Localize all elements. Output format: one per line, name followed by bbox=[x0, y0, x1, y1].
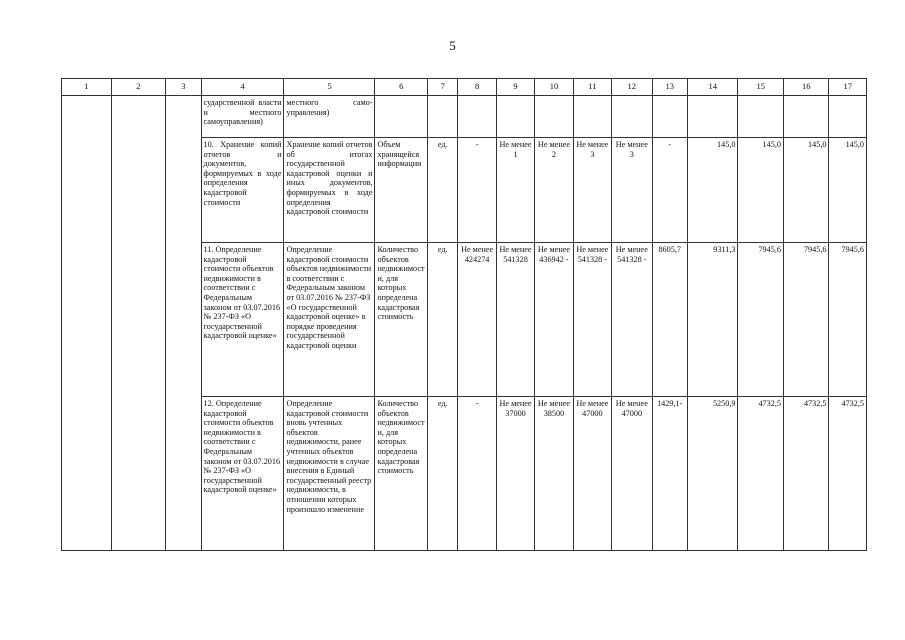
header-cell: 16 bbox=[783, 79, 829, 96]
cell-event: 10. Хранение копий отчетов и документов, формируемых в ходе определения кадастровой стоимости bbox=[201, 138, 284, 243]
cell-unit: ед. bbox=[428, 397, 458, 551]
table-row bbox=[62, 96, 867, 138]
cell-value: Не менее 38500 bbox=[535, 397, 573, 551]
cell-description: Определение кадастровой стоимости вновь учтенных объектов недвижимости, ранее учтенных объектов недвижимости в случае внесения в Единый государственный реестр недвижимости, в отношении которых произошло изменение bbox=[284, 397, 375, 551]
header-cell: 1 bbox=[62, 79, 112, 96]
header-cell: 2 bbox=[111, 79, 166, 96]
cell-value: - bbox=[458, 397, 496, 551]
cell-amount: 145,0 bbox=[783, 138, 829, 243]
header-cell: 4 bbox=[201, 79, 284, 96]
cell-value bbox=[573, 96, 611, 138]
cell-amount bbox=[652, 96, 687, 138]
cell-value: Не менее 541328 - bbox=[612, 243, 652, 397]
cell-col3 bbox=[166, 96, 201, 551]
cell-unit bbox=[428, 96, 458, 138]
data-table bbox=[61, 78, 867, 551]
cell-unit: ед. bbox=[428, 138, 458, 243]
header-cell: 5 bbox=[284, 79, 375, 96]
cell-amount: 9311,3 bbox=[687, 243, 738, 397]
cell-value: Не менее 3 bbox=[573, 138, 611, 243]
header-cell: 11 bbox=[573, 79, 611, 96]
cell-event: 11. Определение кадастровой стоимости объектов недвижимости в соответствии с Федеральным законом от 03.07.2016 № 237-ФЗ «О государственной кадастровой оценке» bbox=[201, 243, 284, 397]
cell-value bbox=[535, 96, 573, 138]
cell-col2 bbox=[111, 96, 166, 551]
cell-description: Хранение копий отчетов об итогах государственной кадастровой оценки и иных документов, формируемых в ходе определения кадастровой стоимости bbox=[284, 138, 375, 243]
cell-amount bbox=[783, 96, 829, 138]
header-cell: 12 bbox=[612, 79, 652, 96]
header-cell: 10 bbox=[535, 79, 573, 96]
cell-description: местного само-управления) bbox=[284, 96, 375, 138]
cell-value: Не менее 1 bbox=[496, 138, 534, 243]
cell-amount: 5250,9 bbox=[687, 397, 738, 551]
cell-value: Не менее 47000 bbox=[612, 397, 652, 551]
cell-value bbox=[458, 96, 496, 138]
cell-value: - bbox=[458, 138, 496, 243]
page-number: 5 bbox=[449, 38, 456, 53]
cell-event: 12. Определение кадастровой стоимости объектов недвижимости в соответствии с Федеральным законом от 03.07.2016 № 237-ФЗ «О государственной кадастровой оценке» bbox=[201, 397, 284, 551]
cell-indicator: Объем хранящейся информации bbox=[375, 138, 428, 243]
cell-amount bbox=[829, 96, 867, 138]
cell-value: Не менее 2 bbox=[535, 138, 573, 243]
cell-indicator: Количество объектов недвижимости, для которых определена кадастровая стоимость bbox=[375, 397, 428, 551]
header-cell: 9 bbox=[496, 79, 534, 96]
header-row bbox=[62, 79, 867, 96]
header-cell: 6 bbox=[375, 79, 428, 96]
cell-indicator: Количество объектов недвижимости, для которых определена кадастровая стоимость bbox=[375, 243, 428, 397]
cell-indicator bbox=[375, 96, 428, 138]
cell-amount: 7945,6 bbox=[829, 243, 867, 397]
cell-value: Не менее 436942 - bbox=[535, 243, 573, 397]
cell-value bbox=[612, 96, 652, 138]
cell-value: Не менее 424274 bbox=[458, 243, 496, 397]
cell-value bbox=[496, 96, 534, 138]
cell-amount bbox=[687, 96, 738, 138]
cell-col1 bbox=[62, 96, 112, 551]
cell-amount: 8605,7 bbox=[652, 243, 687, 397]
header-cell: 14 bbox=[687, 79, 738, 96]
header-cell: 15 bbox=[738, 79, 784, 96]
cell-amount: 145,0 bbox=[738, 138, 784, 243]
cell-amount: 7945,6 bbox=[783, 243, 829, 397]
header-cell: 3 bbox=[166, 79, 201, 96]
cell-amount: 4732,5 bbox=[829, 397, 867, 551]
cell-amount: 7945,6 bbox=[738, 243, 784, 397]
cell-amount: 145,0 bbox=[829, 138, 867, 243]
cell-value: Не менее 3 bbox=[612, 138, 652, 243]
cell-amount: - bbox=[652, 138, 687, 243]
cell-unit: ед. bbox=[428, 243, 458, 397]
cell-amount: 4732,5 bbox=[783, 397, 829, 551]
header-cell: 7 bbox=[428, 79, 458, 96]
cell-value: Не менее 47000 bbox=[573, 397, 611, 551]
cell-description: Определение кадастровой стоимости объектов недвижимости в соответствии с Федеральным законом от 03.07.2016 № 237-ФЗ «О государственной кадастровой оценке» в порядке проведения государственной кадастровой оценки bbox=[284, 243, 375, 397]
cell-event: сударственной власти и местного самоуправления) bbox=[201, 96, 284, 138]
cell-value: Не менее 37000 bbox=[496, 397, 534, 551]
cell-value: Не менее 541328 bbox=[496, 243, 534, 397]
cell-value: Не менее 541328 - bbox=[573, 243, 611, 397]
header-cell: 8 bbox=[458, 79, 496, 96]
header-cell: 17 bbox=[829, 79, 867, 96]
cell-amount: 145,0 bbox=[687, 138, 738, 243]
cell-amount: 4732,5 bbox=[738, 397, 784, 551]
cell-amount bbox=[738, 96, 784, 138]
cell-amount: 1429,1- bbox=[652, 397, 687, 551]
header-cell: 13 bbox=[652, 79, 687, 96]
